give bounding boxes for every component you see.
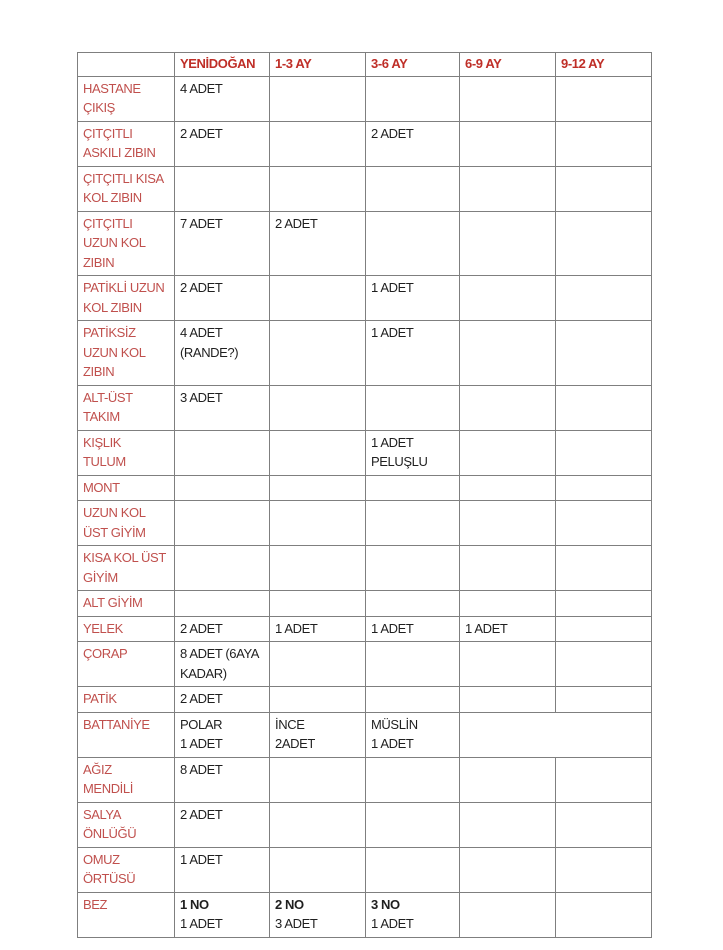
row-label-line: ÖRTÜSÜ bbox=[83, 871, 136, 886]
value-cell bbox=[366, 892, 460, 937]
value-cell bbox=[556, 757, 652, 802]
cell-line: KADAR) bbox=[180, 665, 227, 681]
value-cell bbox=[270, 712, 366, 757]
row-label-line: MONT bbox=[83, 479, 120, 495]
header-cell-2: 1-3 AY bbox=[270, 53, 366, 77]
row-label-line: KIŞLIK bbox=[83, 434, 122, 450]
row-label bbox=[78, 321, 175, 386]
row-label-line: TAKIM bbox=[83, 409, 120, 424]
table-row bbox=[78, 430, 652, 475]
value-cell bbox=[556, 546, 652, 591]
cell-line: 1 ADET bbox=[371, 280, 414, 295]
row-label bbox=[78, 892, 175, 937]
cell-line: 1 ADET bbox=[371, 434, 414, 450]
value-cell bbox=[270, 847, 366, 892]
cell-line: 1 ADET bbox=[465, 620, 508, 636]
table-row bbox=[78, 802, 652, 847]
value-cell bbox=[175, 430, 270, 475]
row-label bbox=[78, 211, 175, 276]
row-label bbox=[78, 642, 175, 687]
value-cell bbox=[556, 501, 652, 546]
value-cell bbox=[270, 385, 366, 430]
row-label-line: KISA KOL ÜST bbox=[83, 550, 166, 565]
value-cell bbox=[270, 546, 366, 591]
table-body bbox=[78, 76, 652, 937]
cell-line: 3 NO bbox=[371, 896, 400, 912]
baby-clothing-checklist-table bbox=[77, 52, 652, 938]
value-cell bbox=[556, 892, 652, 937]
table-row bbox=[78, 712, 652, 757]
value-cell bbox=[270, 166, 366, 211]
row-label-line: KOL ZIBIN bbox=[83, 299, 142, 315]
table-row bbox=[78, 546, 652, 591]
row-label-line: GİYİM bbox=[83, 569, 118, 585]
row-label-line: ALT-ÜST bbox=[83, 389, 133, 405]
cell-line: 1 ADET bbox=[371, 916, 414, 931]
table-row bbox=[78, 121, 652, 166]
value-cell bbox=[270, 616, 366, 642]
row-label bbox=[78, 757, 175, 802]
cell-line: 3 ADET bbox=[275, 916, 318, 931]
value-cell bbox=[366, 211, 460, 276]
value-cell bbox=[366, 687, 460, 713]
value-cell bbox=[270, 276, 366, 321]
value-cell bbox=[175, 892, 270, 937]
value-cell bbox=[270, 211, 366, 276]
row-label-line: BEZ bbox=[83, 896, 108, 912]
cell-line: PELUŞLU bbox=[371, 454, 428, 469]
table-row bbox=[78, 847, 652, 892]
value-cell bbox=[175, 276, 270, 321]
row-label-line: UZUN KOL bbox=[83, 344, 146, 360]
value-cell bbox=[270, 757, 366, 802]
value-cell bbox=[460, 687, 556, 713]
row-label-line: PATİKSİZ bbox=[83, 325, 136, 340]
cell-line: 4 ADET bbox=[180, 325, 223, 340]
header-cell-3: 3-6 AY bbox=[366, 53, 460, 77]
row-label bbox=[78, 276, 175, 321]
value-cell bbox=[366, 591, 460, 617]
row-label-line: ÇIKIŞ bbox=[83, 100, 115, 115]
header-row bbox=[78, 53, 652, 77]
value-cell bbox=[556, 121, 652, 166]
row-label-line: PATİKLİ UZUN bbox=[83, 280, 165, 295]
value-cell bbox=[175, 76, 270, 121]
value-cell bbox=[366, 121, 460, 166]
row-label-line: TULUM bbox=[83, 454, 126, 469]
cell-line: 2 ADET bbox=[180, 620, 223, 636]
row-label-line: SALYA bbox=[83, 806, 121, 822]
row-label-line: ASKILI ZIBIN bbox=[83, 145, 156, 160]
value-cell bbox=[270, 591, 366, 617]
cell-line: 2ADET bbox=[275, 736, 315, 751]
cell-line: MÜSLİN bbox=[371, 716, 418, 732]
value-cell bbox=[270, 642, 366, 687]
value-cell bbox=[460, 501, 556, 546]
table-row bbox=[78, 385, 652, 430]
value-cell bbox=[366, 712, 460, 757]
value-cell bbox=[270, 475, 366, 501]
value-cell bbox=[460, 321, 556, 386]
row-label-line: ÇITÇITLI bbox=[83, 215, 133, 231]
cell-line: 2 ADET bbox=[275, 215, 318, 231]
value-cell bbox=[175, 712, 270, 757]
value-cell bbox=[556, 616, 652, 642]
row-label-line: ÖNLÜĞÜ bbox=[83, 826, 137, 841]
value-cell bbox=[270, 892, 366, 937]
value-cell bbox=[175, 166, 270, 211]
row-label-line: ZIBIN bbox=[83, 364, 115, 379]
value-cell bbox=[556, 211, 652, 276]
row-label-line: ÇITÇITLI KISA bbox=[83, 170, 164, 186]
row-label bbox=[78, 802, 175, 847]
header-cell-4: 6-9 AY bbox=[460, 53, 556, 77]
table-row bbox=[78, 642, 652, 687]
value-cell bbox=[175, 501, 270, 546]
row-label bbox=[78, 712, 175, 757]
cell-line: POLAR bbox=[180, 716, 223, 732]
value-cell bbox=[270, 802, 366, 847]
value-cell bbox=[270, 76, 366, 121]
row-label bbox=[78, 76, 175, 121]
row-label bbox=[78, 430, 175, 475]
value-cell bbox=[556, 166, 652, 211]
cell-line: 2 ADET bbox=[180, 125, 223, 141]
cell-line: 3 ADET bbox=[180, 389, 223, 405]
value-cell bbox=[366, 76, 460, 121]
cell-line: 8 ADET (6AYA bbox=[180, 646, 260, 661]
value-cell bbox=[556, 385, 652, 430]
cell-line: 1 ADET bbox=[371, 736, 414, 751]
header-cell-1: YENİDOĞAN bbox=[175, 53, 270, 77]
row-label-line: ALT GİYİM bbox=[83, 595, 143, 610]
value-cell bbox=[366, 546, 460, 591]
value-cell bbox=[460, 802, 556, 847]
value-cell bbox=[556, 76, 652, 121]
value-cell bbox=[175, 802, 270, 847]
value-cell bbox=[175, 847, 270, 892]
table-row bbox=[78, 687, 652, 713]
row-label-line: AĞIZ bbox=[83, 761, 112, 777]
row-label-line: UZUN KOL bbox=[83, 235, 146, 250]
value-cell bbox=[366, 385, 460, 430]
cell-line: 1 ADET bbox=[180, 736, 223, 751]
row-label-line: BATTANİYE bbox=[83, 716, 150, 732]
row-label-line: HASTANE bbox=[83, 80, 141, 96]
row-label-line: OMUZ bbox=[83, 851, 120, 867]
row-label-line: YELEK bbox=[83, 620, 123, 636]
value-cell bbox=[556, 475, 652, 501]
value-cell bbox=[460, 430, 556, 475]
row-label bbox=[78, 546, 175, 591]
cell-line: 1 ADET bbox=[371, 325, 414, 340]
value-cell bbox=[270, 121, 366, 166]
row-label bbox=[78, 121, 175, 166]
value-cell bbox=[366, 757, 460, 802]
value-cell bbox=[460, 166, 556, 211]
value-cell bbox=[366, 501, 460, 546]
value-cell bbox=[460, 475, 556, 501]
value-cell bbox=[460, 76, 556, 121]
row-label bbox=[78, 385, 175, 430]
table-row bbox=[78, 757, 652, 802]
row-label-line: KOL ZIBIN bbox=[83, 190, 142, 205]
value-cell bbox=[175, 546, 270, 591]
value-cell bbox=[460, 892, 556, 937]
value-cell bbox=[556, 687, 652, 713]
value-cell bbox=[175, 211, 270, 276]
row-label bbox=[78, 475, 175, 501]
cell-line: 1 ADET bbox=[180, 851, 223, 867]
value-cell bbox=[366, 276, 460, 321]
table-row bbox=[78, 166, 652, 211]
table-row bbox=[78, 591, 652, 617]
value-cell bbox=[175, 121, 270, 166]
value-cell bbox=[175, 591, 270, 617]
value-cell bbox=[556, 642, 652, 687]
value-cell bbox=[175, 757, 270, 802]
value-cell bbox=[556, 430, 652, 475]
table-row bbox=[78, 892, 652, 937]
value-cell bbox=[175, 616, 270, 642]
cell-line: 4 ADET bbox=[180, 80, 223, 96]
cell-line: 2 ADET bbox=[180, 280, 223, 295]
value-cell bbox=[270, 430, 366, 475]
value-cell bbox=[366, 616, 460, 642]
value-cell bbox=[460, 276, 556, 321]
cell-line: 2 ADET bbox=[371, 125, 414, 141]
value-cell bbox=[556, 276, 652, 321]
value-cell bbox=[366, 430, 460, 475]
header-cell-empty bbox=[78, 53, 175, 77]
value-cell bbox=[175, 321, 270, 386]
row-label-line: MENDİLİ bbox=[83, 781, 133, 796]
row-label-line: PATİK bbox=[83, 691, 117, 706]
value-cell bbox=[556, 321, 652, 386]
value-cell bbox=[175, 385, 270, 430]
cell-line: İNCE bbox=[275, 716, 305, 732]
cell-line: 2 ADET bbox=[180, 691, 223, 706]
cell-line: 1 ADET bbox=[371, 620, 414, 636]
row-label bbox=[78, 166, 175, 211]
cell-line: 1 ADET bbox=[180, 916, 223, 931]
row-label bbox=[78, 687, 175, 713]
value-cell bbox=[460, 546, 556, 591]
row-label bbox=[78, 591, 175, 617]
row-label bbox=[78, 501, 175, 546]
table-row bbox=[78, 76, 652, 121]
value-cell bbox=[460, 211, 556, 276]
value-cell bbox=[460, 642, 556, 687]
value-cell bbox=[366, 802, 460, 847]
table-row bbox=[78, 616, 652, 642]
table-row bbox=[78, 475, 652, 501]
table-row bbox=[78, 211, 652, 276]
value-cell bbox=[460, 591, 556, 617]
value-cell bbox=[366, 166, 460, 211]
header-cell-5: 9-12 AY bbox=[556, 53, 652, 77]
row-label-line: ÇITÇITLI bbox=[83, 125, 133, 141]
cell-line: 1 NO bbox=[180, 896, 209, 912]
value-cell bbox=[175, 687, 270, 713]
cell-line: 8 ADET bbox=[180, 761, 223, 777]
value-cell bbox=[460, 121, 556, 166]
table-row bbox=[78, 321, 652, 386]
value-cell bbox=[366, 475, 460, 501]
row-label-line: ÇORAP bbox=[83, 646, 128, 661]
value-cell bbox=[460, 616, 556, 642]
value-cell bbox=[270, 501, 366, 546]
cell-line: 7 ADET bbox=[180, 215, 223, 231]
value-cell bbox=[556, 802, 652, 847]
table-row bbox=[78, 276, 652, 321]
value-cell bbox=[460, 847, 556, 892]
value-cell bbox=[175, 475, 270, 501]
value-cell bbox=[270, 687, 366, 713]
value-cell bbox=[366, 642, 460, 687]
value-cell bbox=[270, 321, 366, 386]
row-label bbox=[78, 616, 175, 642]
value-cell bbox=[556, 847, 652, 892]
cell-line: 2 ADET bbox=[180, 806, 223, 822]
value-cell bbox=[175, 642, 270, 687]
value-cell bbox=[460, 385, 556, 430]
cell-line: 1 ADET bbox=[275, 620, 318, 636]
row-label bbox=[78, 847, 175, 892]
row-label-line: UZUN KOL bbox=[83, 505, 146, 520]
cell-line: 2 NO bbox=[275, 896, 304, 912]
value-cell bbox=[460, 712, 652, 757]
value-cell bbox=[366, 847, 460, 892]
cell-line: (RANDE?) bbox=[180, 344, 239, 360]
value-cell bbox=[366, 321, 460, 386]
row-label-line: ÜST GİYİM bbox=[83, 524, 146, 540]
value-cell bbox=[556, 591, 652, 617]
value-cell bbox=[460, 757, 556, 802]
table-row bbox=[78, 501, 652, 546]
row-label-line: ZIBIN bbox=[83, 254, 115, 270]
